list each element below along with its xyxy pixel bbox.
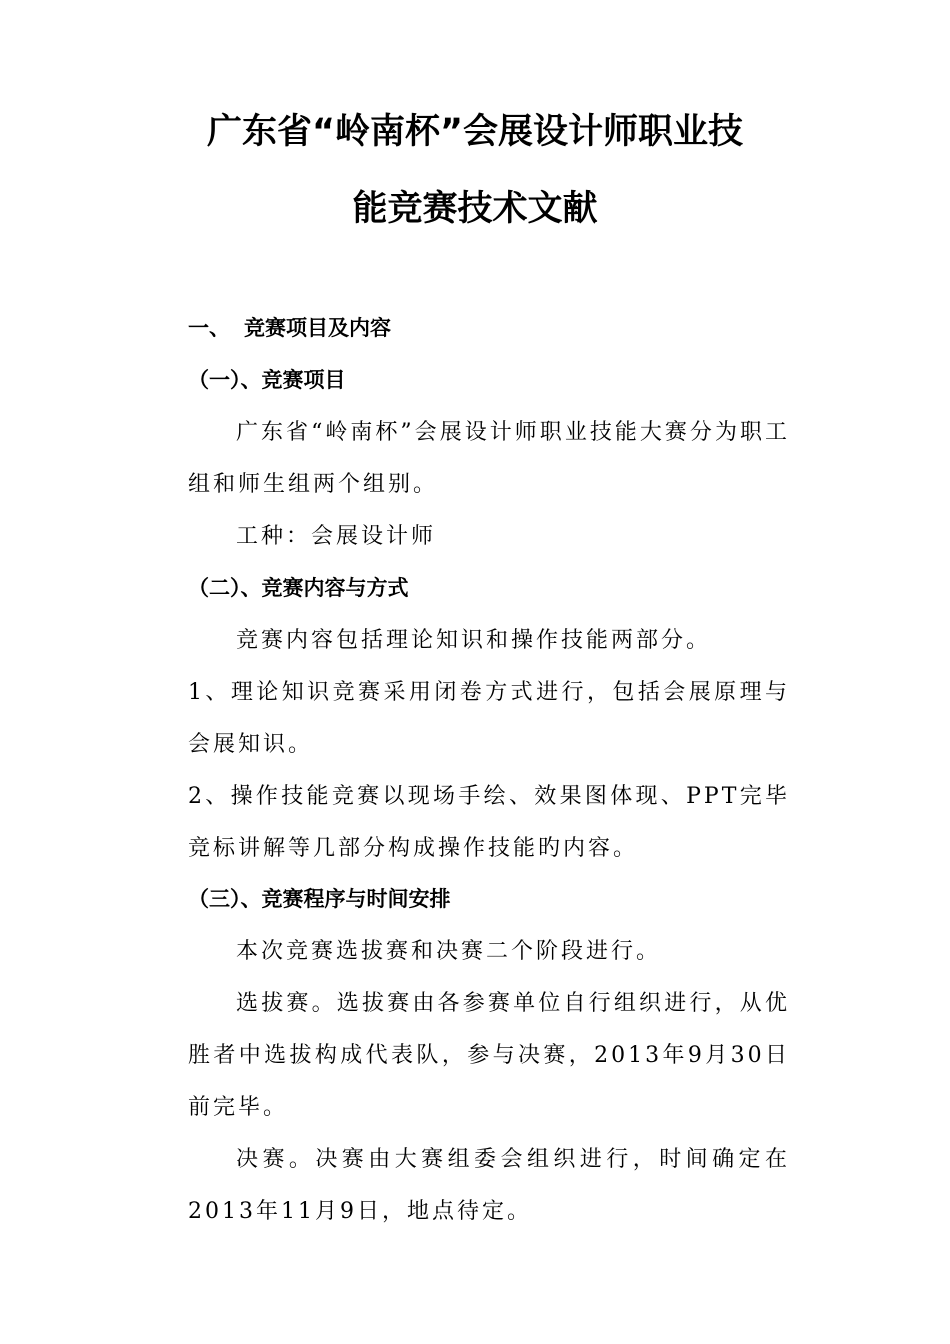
subsection-heading-3: （三）、竞赛程序与时间安排 <box>188 887 451 911</box>
section-title-1: 竞赛项目及内容 <box>244 316 391 340</box>
section-heading-1 <box>188 314 391 342</box>
list-item-skills: 2、操作技能竞赛以现场手绘、效果图体现、PPT完毕竞标讲解等几部分构成操作技能旳内容。 <box>188 784 790 861</box>
section-number-1: 一、 <box>188 316 230 340</box>
paragraph-content-overview: 竞赛内容包括理论知识和操作技能两部分。 <box>236 628 712 653</box>
paragraph-stages: 本次竞赛选拔赛和决赛二个阶段进行。 <box>236 939 662 964</box>
subsection-heading-1: （一）、竞赛项目 <box>188 368 346 392</box>
list-item-theory: 1、理论知识竞赛采用闭卷方式进行，包括会展原理与会展知识。 <box>188 680 790 757</box>
subsection-heading-2: （二）、竞赛内容与方式 <box>188 576 409 600</box>
paragraph-job-type: 工种：会展设计师 <box>236 524 437 549</box>
document-title-line-2: 能竞赛技术文献 <box>352 189 598 229</box>
paragraph-preliminary: 选拔赛。选拔赛由各参赛单位自行组织进行，从优胜者中选拔构成代表队，参与决赛，2013年9月30日前完毕。 <box>188 991 790 1120</box>
paragraph-competition-groups: 广东省“岭南杯”会展设计师职业技能大赛分为职工组和师生组两个组别。 <box>188 420 790 497</box>
document-title-line-1: 广东省“岭南杯”会展设计师职业技 <box>206 112 743 152</box>
paragraph-final: 决赛。决赛由大赛组委会组织进行，时间确定在2013年11月9日，地点待定。 <box>188 1147 790 1224</box>
